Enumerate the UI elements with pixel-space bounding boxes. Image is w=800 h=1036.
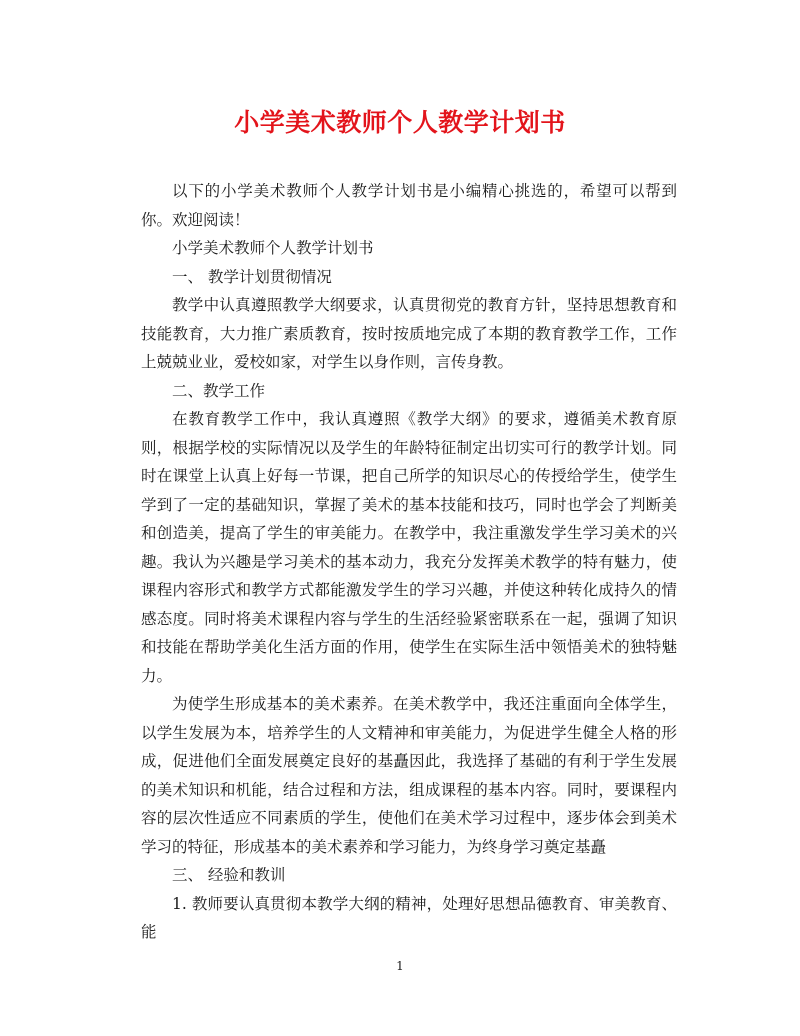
- page-number: 1: [396, 959, 404, 973]
- heading-section-three: 三、 经验和教训: [172, 866, 286, 884]
- document-title: 小学美术教师个人教学计划书: [234, 108, 566, 137]
- document-body: [141, 177, 677, 947]
- paragraph-intro: 以下的小学美术教师个人教学计划书是小编精心挑选的，希望可以帮到你。欢迎阅读！: [141, 182, 677, 229]
- paragraph-section-two-b: 为使学生形成基本的美术素养。在美术教学中，我还注重面向全体学生，以学生发展为本，培养学生的人文精神和审美能力，为促进学生健全人格的形成，促进他们全面发展奠定良好的基矗因此，我选择了基础的有利于学生发展的美术知识和机能，结合过程和方法，组成课程的基本内容。同时，要课程内容的层次性适应不同素质的学生，使他们在美术学习过程中，逐步体会到美术学习的特征，形成基本的美术素养和学习能力，为终身学习奠定基矗: [141, 695, 677, 856]
- heading-section-one: 一、 教学计划贯彻情况: [172, 267, 332, 286]
- paragraph-section-three-item-1: 1. 教师要认真贯彻本教学大纲的精神，处理好思想品德教育、审美教育、能: [141, 894, 677, 941]
- heading-section-two: 二、教学工作: [172, 381, 266, 400]
- paragraph-section-two-a: 在教育教学工作中，我认真遵照《教学大纲》的要求，遵循美术教育原则，根据学校的实际情况以及学生的年龄特征制定出切实可行的教学计划。同时在课堂上认真上好每一节课，把自己所学的知识尽心的传授给学生，使学生学到了一定的基础知识，掌握了美术的基本技能和技巧，同时也学会了判断美和创造美，提高了学生的审美能力。在教学中，我注重激发学生学习美术的兴趣。我认为兴趣是学习美术的基本动力，我充分发挥美术教学的特有魅力，使课程内容形式和教学方式都能激发学生的学习兴趣，并使这种转化成持久的情感态度。同时将美术课程内容与学生的生活经验紧密联系在一起，强调了知识和技能在帮助学美化生活方面的作用，使学生在实际生活中领悟美术的独特魅力。: [141, 410, 677, 685]
- heading-plan-title: 小学美术教师个人教学计划书: [172, 239, 374, 257]
- paragraph-section-one: 教学中认真遵照教学大纲要求，认真贯彻党的教育方针，坚持思想教育和技能教育，大力推广素质教育，按时按质地完成了本期的教育教学工作，工作上兢兢业业，爱校如家，对学生以身作则，言传身教。: [141, 296, 677, 371]
